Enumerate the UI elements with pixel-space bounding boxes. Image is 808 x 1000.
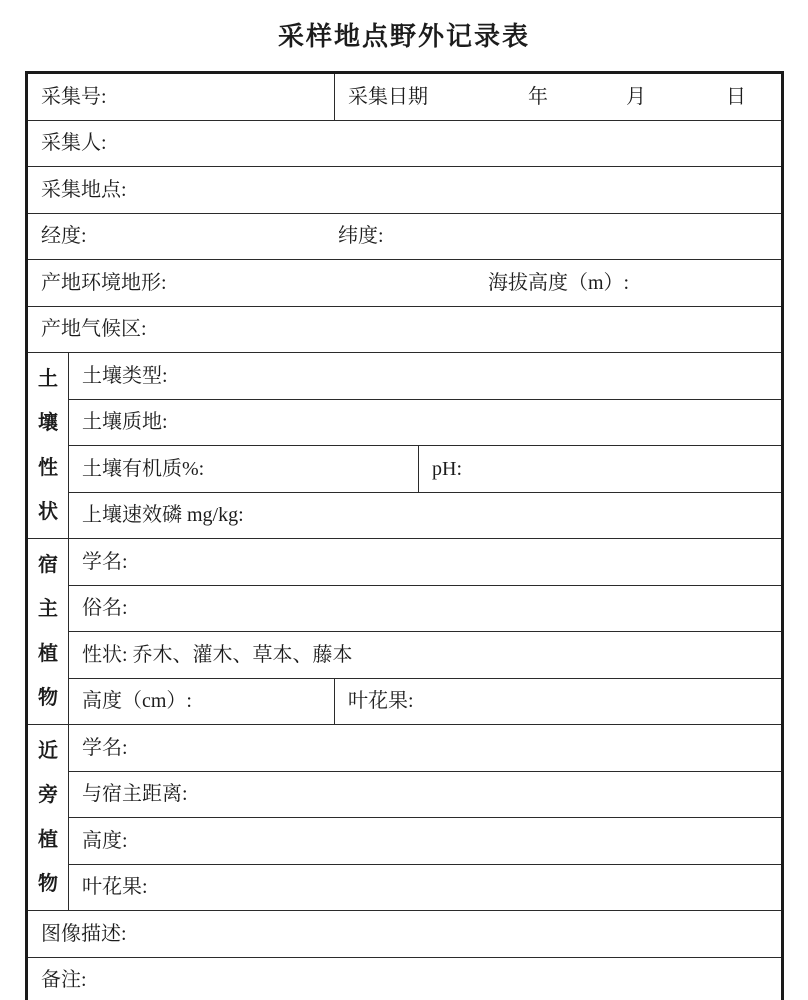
soil-phosphorus-cell <box>69 492 783 539</box>
record-table <box>25 71 784 1000</box>
host-label-char: 物 <box>38 687 58 710</box>
image-desc-cell <box>27 911 783 958</box>
row-nearby-height <box>27 818 783 865</box>
page-title: 采样地点野外记录表 <box>277 22 530 51</box>
nearby-height-label: 高度: <box>82 829 128 852</box>
soil-organic-cell <box>69 446 419 493</box>
host-habit-label: 性状: 乔木、灌木、草本、藤本 <box>82 643 353 666</box>
nearby-sci-name-label: 学名: <box>82 736 128 759</box>
row-host-sci-name <box>27 539 783 586</box>
month-label: 月 <box>626 85 646 108</box>
soil-label-char: 状 <box>38 501 58 524</box>
collector-label: 采集人: <box>41 132 107 155</box>
row-nearby-distance <box>27 771 783 818</box>
collect-no-label: 采集号: <box>41 85 107 108</box>
host-sci-name-cell <box>69 539 783 586</box>
remarks-cell <box>27 957 783 1000</box>
soil-type-cell <box>69 353 783 400</box>
collect-date-cell <box>335 73 783 121</box>
row-soil-texture <box>27 399 783 446</box>
remarks-label: 备注: <box>41 969 87 992</box>
host-label-char: 植 <box>38 642 58 665</box>
row-host-common-name <box>27 585 783 632</box>
host-common-name-cell <box>69 585 783 632</box>
soil-section-label <box>27 353 69 539</box>
row-soil-organic-ph <box>27 446 783 493</box>
climate-label: 产地气候区: <box>41 318 147 341</box>
terrain-cell <box>27 260 783 307</box>
row-soil-phosphorus <box>27 492 783 539</box>
soil-label-char: 土 <box>38 367 58 390</box>
altitude-label: 海拔高度（m）: <box>488 271 630 294</box>
soil-phosphorus-label: 上壤速效磷 mg/kg: <box>82 504 244 527</box>
nearby-sci-name-cell <box>69 725 783 772</box>
latitude-label: 纬度: <box>338 225 384 248</box>
host-leaf-flower-fruit-cell <box>335 678 783 725</box>
image-desc-label: 图像描述: <box>41 922 127 945</box>
terrain-label: 产地环境地形: <box>41 271 167 294</box>
host-height-cell <box>69 678 335 725</box>
nearby-height-cell <box>69 818 783 865</box>
coordinates-cell <box>27 213 783 260</box>
host-common-name-label: 俗名: <box>82 597 128 620</box>
row-nearby-sci-name <box>27 725 783 772</box>
year-label: 年 <box>528 85 548 108</box>
host-label-char: 宿 <box>38 553 58 576</box>
soil-type-label: 土壤类型: <box>82 364 168 387</box>
collect-no-cell <box>27 73 335 121</box>
row-remarks <box>27 957 783 1000</box>
site-cell <box>27 167 783 214</box>
host-label-char: 主 <box>38 598 58 621</box>
row-climate <box>27 306 783 353</box>
soil-ph-cell <box>419 446 783 493</box>
day-label: 日 <box>726 85 746 108</box>
row-nearby-leaf-flower-fruit <box>27 864 783 911</box>
host-habit-cell <box>69 632 783 679</box>
nearby-distance-label: 与宿主距离: <box>82 783 188 806</box>
nearby-label-char: 植 <box>38 828 58 851</box>
nearby-leaf-flower-fruit-label: 叶花果: <box>82 876 148 899</box>
soil-ph-label: pH: <box>432 457 462 480</box>
nearby-label-char: 近 <box>38 739 58 762</box>
longitude-label: 经度: <box>41 225 87 248</box>
nearby-plant-section-label <box>27 725 69 911</box>
nearby-distance-cell <box>69 771 783 818</box>
nearby-leaf-flower-fruit-cell <box>69 864 783 911</box>
collect-date-label: 采集日期 <box>348 85 428 108</box>
soil-organic-label: 土壤有机质%: <box>82 457 205 480</box>
row-collect <box>27 73 783 121</box>
row-site <box>27 167 783 214</box>
soil-texture-label: 土壤质地: <box>82 411 168 434</box>
row-coordinates <box>27 213 783 260</box>
nearby-label-char: 物 <box>38 873 58 896</box>
nearby-label-char: 旁 <box>38 784 58 807</box>
host-height-label: 高度（cm）: <box>82 690 192 713</box>
row-terrain <box>27 260 783 307</box>
row-image-desc <box>27 911 783 958</box>
host-sci-name-label: 学名: <box>82 550 128 573</box>
row-collector <box>27 120 783 167</box>
row-soil-type <box>27 353 783 400</box>
row-host-habit <box>27 632 783 679</box>
collector-cell <box>27 120 783 167</box>
soil-texture-cell <box>69 399 783 446</box>
row-host-height <box>27 678 783 725</box>
soil-label-char: 壤 <box>38 412 58 435</box>
site-label: 采集地点: <box>41 178 127 201</box>
host-plant-section-label <box>27 539 69 725</box>
soil-label-char: 性 <box>38 456 58 479</box>
host-leaf-flower-fruit-label: 叶花果: <box>348 690 414 713</box>
climate-cell <box>27 306 783 353</box>
